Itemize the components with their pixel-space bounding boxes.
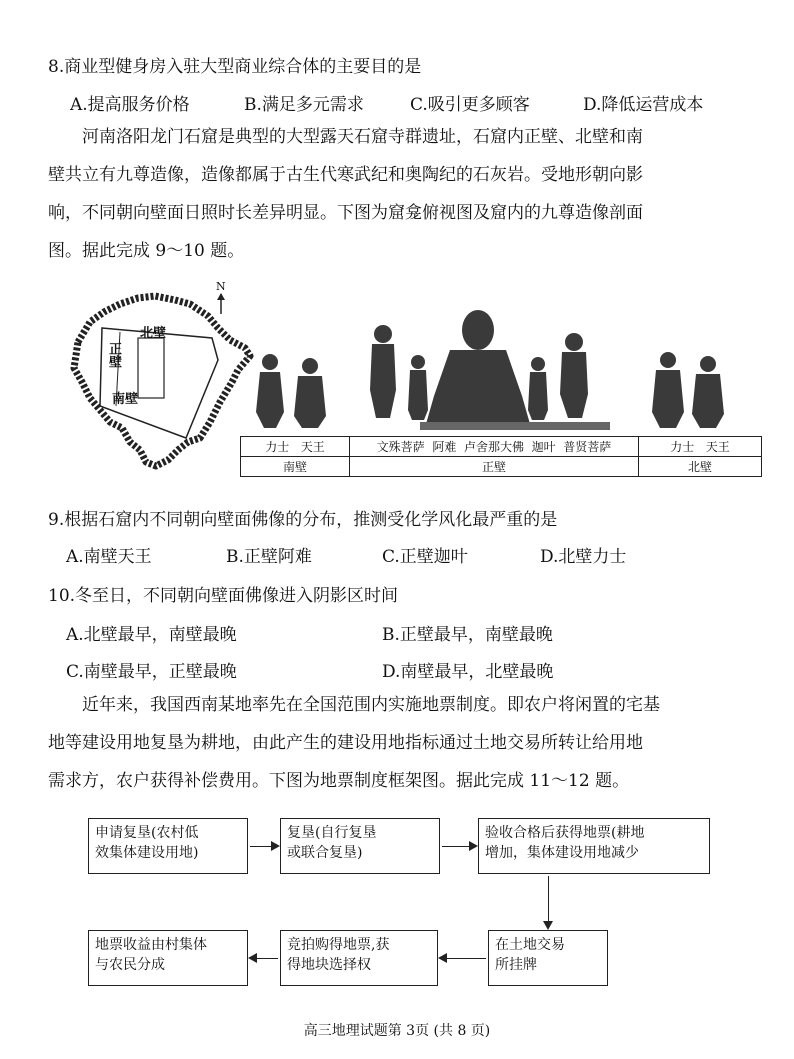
flow-arrow-right-icon [250,846,278,847]
statue-south-lishi-icon [256,354,284,428]
q10-option-b[interactable]: B.正壁最早，南壁最晚 [382,625,553,645]
passage-2-line: 地等建设用地复垦为耕地，由此产生的建设用地指标通过土地交易所转让给用地 [48,733,643,753]
statue-north-lishi-icon [652,352,684,428]
flow-box-reclaim: 复垦(自行复垦 或联合复垦) [280,818,440,874]
main-wall-name: 正壁 [350,457,639,477]
q8-stem: 8.商业型健身房入驻大型商业综合体的主要目的是 [48,57,422,77]
q10-stem: 10.冬至日，不同朝向壁面佛像进入阴影区时间 [48,586,399,606]
statues-drawing [240,300,780,440]
plan-label-north-wall: 北壁 [140,326,167,341]
flow-box-auction: 竞拍购得地票,获 得地块选择权 [280,930,438,986]
north-arrow-icon [216,292,226,314]
passage-1-line: 图。据此完成 9～10 题。 [48,241,245,261]
statue-puxian-icon [560,333,588,418]
cave-plan-figure [60,282,260,482]
statue-south-tianwang-icon [294,358,326,428]
passage-1-line: 河南洛阳龙门石窟是典型的大型露天石窟寺群遗址，石窟内正壁、北壁和南 [82,127,643,147]
flow-arrow-left-icon [440,958,486,959]
plan-label-main-wall: 正壁 [106,342,121,368]
flow-box-list-exchange: 在土地交易 所挂牌 [488,930,608,986]
statue-north-tianwang-icon [692,356,724,428]
north-statue-names: 力士 天王 [639,437,762,457]
q8-option-d[interactable]: D.降低运营成本 [583,95,704,115]
flow-box-revenue-share: 地票收益由村集体 与农民分成 [88,930,248,986]
q9-option-c[interactable]: C.正壁迦叶 [382,547,468,567]
flow-arrow-right-icon [442,846,476,847]
flow-arrow-left-icon [250,958,278,959]
north-wall-name: 北壁 [639,457,762,477]
q8-option-c[interactable]: C.吸引更多顾客 [410,95,530,115]
passage-1 [48,118,764,270]
statue-buddha-icon [426,310,530,424]
statue-jiaye-icon [528,357,548,420]
passage-2 [48,686,764,800]
plan-label-south-wall: 南壁 [112,392,139,407]
statue-wenshu-icon [370,325,396,418]
q8-option-a[interactable]: A.提高服务价格 [70,95,190,115]
main-statue-names: 文殊菩萨 阿难 卢舍那大佛 迦叶 普贤菩萨 [350,437,639,457]
cave-plan-drawing [60,282,260,482]
passage-1-line: 壁共立有九尊造像，造像都属于古生代寒武纪和奥陶纪的石灰岩。受地形朝向影 [48,165,643,185]
q9-option-a[interactable]: A.南壁天王 [66,547,152,567]
q10-option-c[interactable]: C.南壁最早，正壁最晚 [66,662,237,682]
q8-option-b[interactable]: B.满足多元需求 [244,95,364,115]
q10-option-a[interactable]: A.北壁最早，南壁最晚 [66,625,237,645]
flow-arrow-down-icon [548,876,549,928]
statue-label-table [240,436,762,477]
passage-1-line: 响，不同朝向壁面日照时长差异明显。下图为窟龛俯视图及窟内的九尊造像剖面 [48,203,643,223]
q9-stem: 9.根据石窟内不同朝向壁面佛像的分布，推测受化学风化最严重的是 [48,510,558,530]
compass-north-label: N [216,280,226,293]
south-wall-name: 南壁 [241,457,350,477]
flow-box-get-ticket: 验收合格后获得地票(耕地 增加，集体建设用地减少 [478,818,710,874]
page-footer: 高三地理试题第 3页 (共 8 页) [303,1023,491,1039]
south-statue-names: 力士 天王 [241,437,350,457]
statue-anan-icon [408,355,428,420]
q9-option-d[interactable]: D.北壁力士 [540,547,627,567]
flow-box-apply-reclaim: 申请复垦(农村低 效集体建设用地) [88,818,248,874]
passage-2-line: 需求方，农户获得补偿费用。下图为地票制度框架图。据此完成 11～12 题。 [48,771,630,791]
q9-option-b[interactable]: B.正壁阿难 [226,547,312,567]
q10-option-d[interactable]: D.南壁最早，北壁最晚 [382,662,554,682]
passage-2-line: 近年来，我国西南某地率先在全国范围内实施地票制度。即农户将闲置的宅基 [82,695,660,715]
